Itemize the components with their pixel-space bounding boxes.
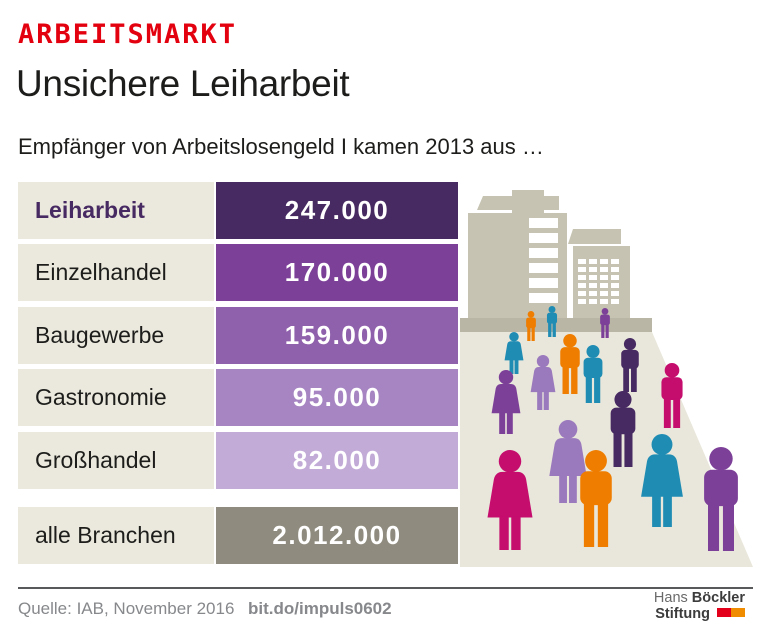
logo-flag-red [717,608,731,617]
row-label: Leiharbeit [18,182,214,239]
table-row [18,369,458,426]
page-title: Unsichere Leiharbeit [16,63,350,104]
row-value-bar: 95.000 [216,369,458,426]
row-value-bar: 82.000 [216,432,458,489]
row-value-bar: 2.012.000 [216,507,458,564]
row-label: alle Branchen [18,507,214,564]
table-row [18,432,458,489]
row-label: Großhandel [18,432,214,489]
row-label: Gastronomie [18,369,214,426]
table-row [18,182,458,239]
building-left-icon [468,190,567,318]
row-label: Baugewerbe [18,307,214,364]
row-value-bar: 170.000 [216,244,458,301]
table-row [18,244,458,301]
chart-subtitle: Empfänger von Arbeitslosengeld I kamen 2013 aus … [18,134,544,159]
row-label: Einzelhandel [18,244,214,301]
category-kicker: ARBEITSMARKT [18,19,238,50]
logo-flag-orange [731,608,745,617]
logo-name-regular: Hans [653,590,692,606]
logo-line1 [654,591,745,607]
source-text: Quelle: IAB, November 2016 [18,599,235,618]
row-value-bar: 247.000 [216,182,458,239]
table-row [18,307,458,364]
city-crowd-illustration [455,185,768,575]
logo-line2: Stiftung [654,607,745,623]
hans-boeckler-logo [654,591,745,622]
building-right-icon [568,229,630,318]
window-grid [578,259,619,304]
table-row-total [18,507,458,564]
footer-divider [18,587,753,589]
logo-name-bold: Böckler [691,590,745,606]
row-value-bar: 159.000 [216,307,458,364]
short-link[interactable]: bit.do/impuls0602 [248,599,392,618]
